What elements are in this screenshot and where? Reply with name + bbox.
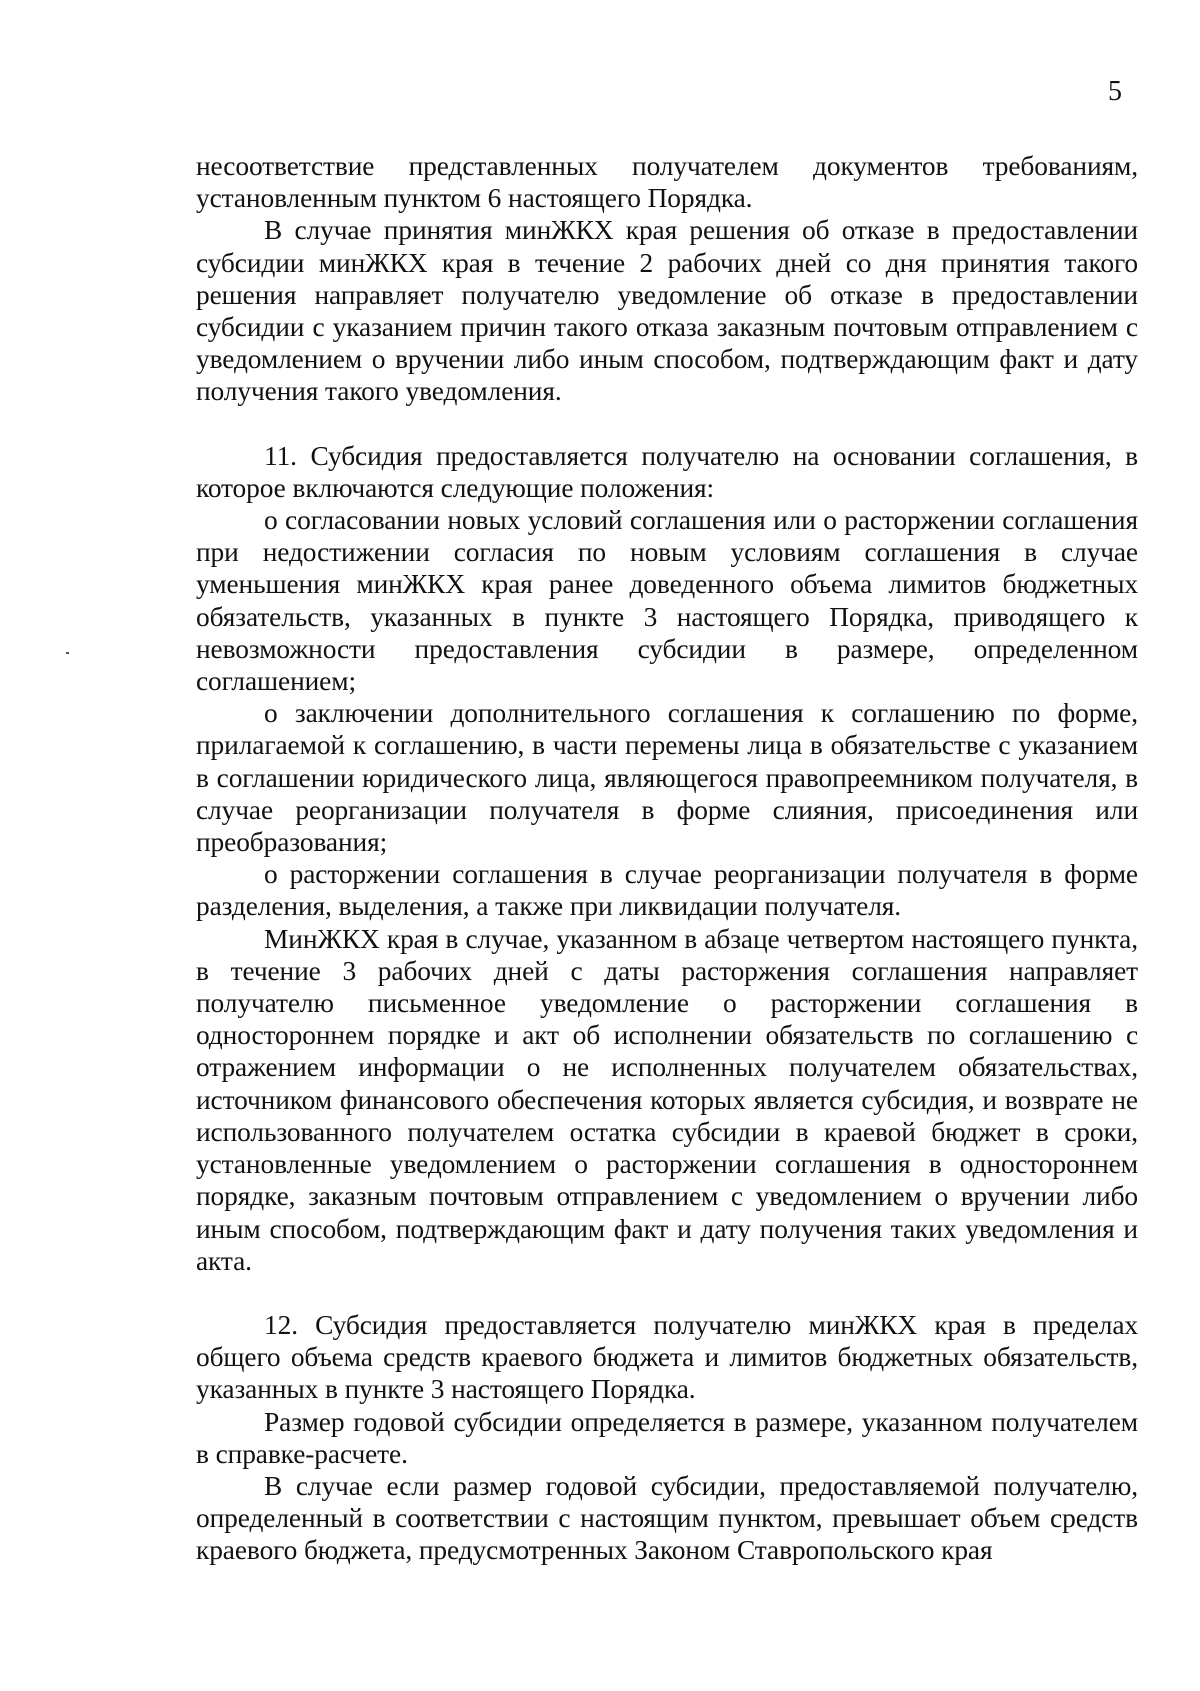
paragraph: В случае если размер годовой субсидии, предоставляемой получателю, определенный в соответствии с настоящим пунктом, превышает объем средств краевого бюджета, предусмотренных Законом Ставропольского края <box>196 1470 1138 1566</box>
paragraph: о заключении дополнительного соглашения к соглашению по форме, прилагаемой к соглашению, в части перемены лица в обязательстве с указанием в соглашении юридического лица, являющегося правопреемником получателя, в случае реорганизации получателя в форме слияния, присоединения или преобразования; <box>196 698 1138 858</box>
scan-artifact <box>66 652 69 654</box>
paragraph: о расторжении соглашения в случае реорганизации получателя в форме разделения, выделения, а также при ликвидации получателя. <box>196 859 1138 922</box>
paragraph: несоответствие представленных получателем документов требованиям, установленным пунктом 6 настоящего Порядка. <box>196 151 1138 214</box>
paragraph: В случае принятия минЖКХ края решения об отказе в предоставлении субсидии минЖКХ края в течение 2 рабочих дней со дня принятия такого решения направляет получателю уведомление об отказе в предоставлении субсидии с указанием причин такого отказа заказным почтовым отправлением с уведомлением о вручении либо иным способом, подтверждающим факт и дату получения такого уведомления. <box>196 215 1138 407</box>
paragraph: о согласовании новых условий соглашения или о расторжении соглашения при недостижении согласия по новым условиям соглашения в случае уменьшения минЖКХ края ранее доведенного объема лимитов бюджетных обязательств, указанных в пункте 3 настоящего Порядка, приводящего к невозможности предоставления субсидии в размере, определенном соглашением; <box>196 505 1138 697</box>
paragraph: 11. Субсидия предоставляется получателю на основании соглашения, в которое включаются следующие положения: <box>196 440 1138 503</box>
paragraph: МинЖКХ края в случае, указанном в абзаце четвертом настоящего пункта, в течение 3 рабочих дней с даты расторжения соглашения направляет получателю письменное уведомление о расторжении соглашения в одностороннем порядке и акт об исполнении обязательств по соглашению с отражением информации о не исполненных получателем обязательствах, источником финансового обеспечения которых является субсидия, и возврате не использованного получателем остатка субсидии в краевой бюджет в сроки, установленные уведомлением о расторжении соглашения в одностороннем порядке, заказным почтовым отправлением с уведомлением о вручении либо иным способом, подтверждающим факт и дату получения таких уведомления и акта. <box>196 923 1138 1276</box>
paragraph: Размер годовой субсидии определяется в размере, указанном получателем в справке-расчете. <box>196 1406 1138 1469</box>
document-body <box>196 150 1138 1567</box>
page-number: 5 <box>1108 76 1122 107</box>
paragraph: 12. Субсидия предоставляется получателю минЖКХ края в пределах общего объема средств краевого бюджета и лимитов бюджетных обязательств, указанных в пункте 3 настоящего Порядка. <box>196 1309 1138 1405</box>
